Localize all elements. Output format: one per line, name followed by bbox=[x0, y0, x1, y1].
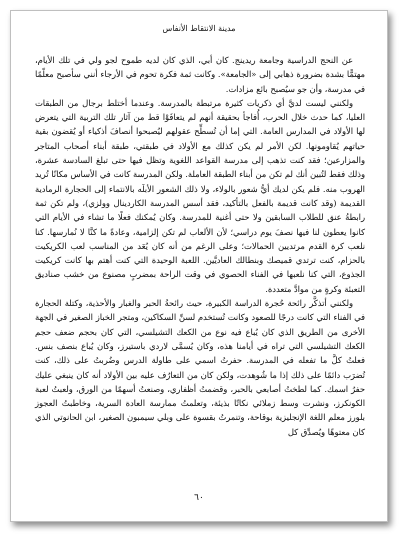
document-page bbox=[10, 10, 388, 522]
paragraph: عن النحج الدراسية وجامعة ريدينج. كان أبي، الذي كان لديه طموح لجو ولي في تلك الأيام، مهتمًّا بشدة بضرورة ذهابي إلى «الجامعة». وكانت ثمة فكرة تحوم في الأرجاء أنني سأصبح معلّمًا في مدرسة، وأن جو سيُصبح بائع مزادات. bbox=[35, 55, 365, 94]
page-number: ٦٠ bbox=[194, 493, 204, 503]
body-text bbox=[35, 53, 365, 439]
paragraph: ولكنني أتذكَّر رائحة حُجرة الدراسة الكبيرة، حيث رائحةُ الحبر والغبار والأحذية، وكتلة الحجارة في الفناء التي كانت درجًا للصعود وكانت تُستخدم لسنِّ السكاكين، ومتجر الخباز الصغير في الجهة الأخرى من الطريق الذي كان يُباع فيه نوع من الكعك التشيلسي، التي كان بحجم ضعف حجم الكعك التشيلسي التي تراه في أيامنا هذه، وكان يُسمَّى لاردي باستيرز، وكان يُباع بنصف بنس. فعلتُ كلَّ ما تفعله في المدرسة. حفرتُ اسمي على طاولة الدرس وضُربتُ على ذلك، كنت تُضرَب دائمًا على ذلك إذا ما شُوهدت، ولكن كان من التعارُف عليه بين الأولاد أنه كان ينبغي عليك حفرُ اسمك. كما لطختُ أصابعي بالحبر، وقضمتُ أظفاري، وصنعتُ أسهمًا من الورق، ولعبتُ لعبة الكونكرز، ونشرت وسط زملائي نكاتًا بذيئة، وتعلمتُ ممارسة العادة السرية، وخاطبتُ العجوز بلورز معلم اللغة الإنجليزية بوقاحة، وتنمرتُ بقسوة على وبلي سيمبون الصغير، ابن الحانوتي الذي كان معتوهًا ويُصدِّق كل bbox=[35, 298, 365, 437]
paragraph: ولكنني ليست لديَّ أي ذكريات كثيرة مرتبطة بالمدرسة. وعندما أختلط برجال من الطبقات العليا، كما حدث خلال الحرب، أُفاجأ بحقيقة أنهم لم يتعافَوْا قط من آثار تلك التربية التي يتعرض لها الأولاد في المدارس العامة. التي إما أن تُسطِّح عقولهم ليُصبحوا أنصافَ أذكياء أو يُقضون بقية حياتهم يُقاومونها. لكن الأمر لم يكن كذلك مع الأولاد في طبقتي، طبقة أبناء أصحاب المتاجر والمزارعين؛ فقد كنت تذهب إلى مدرسة القواعد اللغوية وتظل فيها حتى تبلغ السادسة عشرة، وذلك فقط لتُبين أنك لم تكن من أبناء الطبقة العاملة. ولكن المدرسة كانت في الأساس مكانًا تُريد الهروب منه. فلم يكن لديك أيُّ شعور بالولاء، ولا ذلك الشعور الأبلَه بالانتماء إلى الحجارة الرمادية القديمة (وقد كانت قديمة بالفعل بالتأكيد، فقد أسس المدرسة الكاردينال وولزي)، ولم تكن ثمة رابطةُ عنق للطلاب السابقين ولا حتى أغنية للمدرسة. وكان يُمكنك فعلًا ما تشاء في الأيام التي كانوا يعطون لنا فيها نصفَ يوم دراسي؛ لأن الألعاب لم تكن إلزامية، وعادةً ما كنَّا لا نُمارسها. كنا نلعب كرة القدم مرتديين الحمالات؛ وعلى الرغم من أنه كان يُعَد من المناسب لعب الكريكيت بالحزام، كنت ترتدي قميصك وبنطالك العاديَّين. اللعبة الوحيدة التي كنت أهتم بها كانت كريكيت الجذوع، التي كنا نلعبها في الفناء الحصوي في وقت الراحة بمضربٍ مصنوع من خشب صناديق التعبئة وكرةٍ من موادَّ متعددة. bbox=[35, 97, 365, 294]
running-header: مدينة الانتقاط الأنفاس bbox=[162, 24, 236, 33]
